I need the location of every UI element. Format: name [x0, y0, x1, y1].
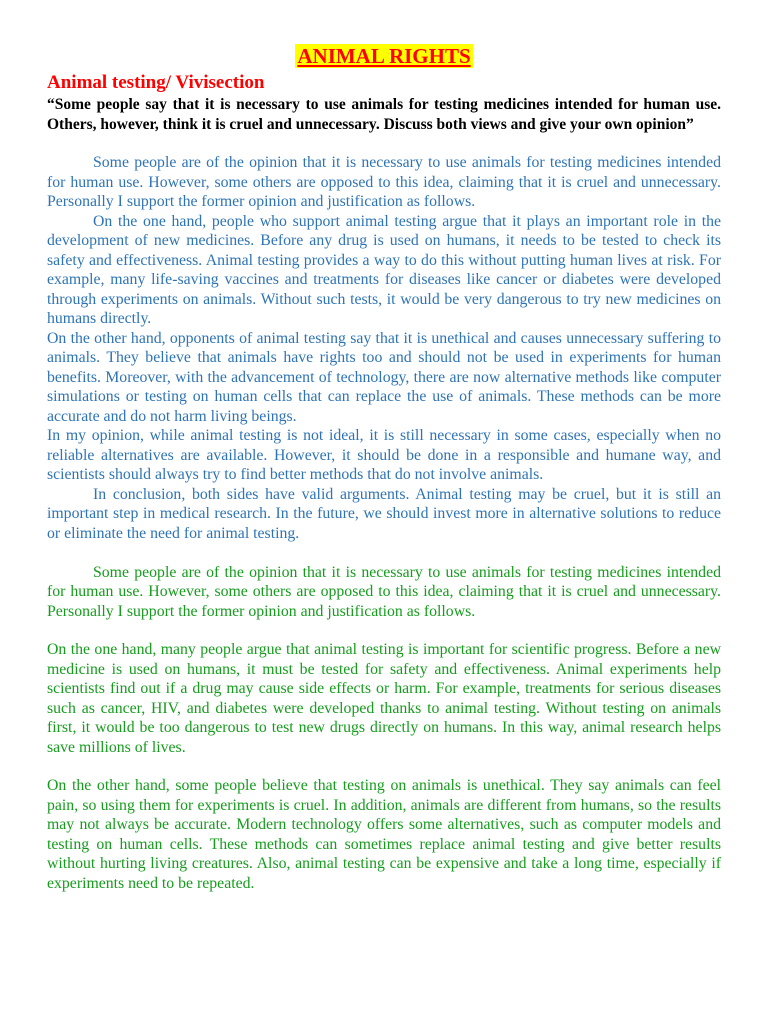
section-subtitle: Animal testing/ Vivisection	[47, 72, 265, 93]
essay-one-paragraph-intro: Some people are of the opinion that it is necessary to use animals for testing medicines intended for human use. However, some others are opposed to this idea, claiming that it is cruel and unnecessary. Personally I support the former opinion and justification as follows.	[47, 154, 721, 210]
essay-two	[47, 563, 721, 894]
essay-prompt: “Some people say that it is necessary to use animals for testing medicines intended for human use. Others, however, think it is cruel and unnecessary. Discuss both views and give your own opinion”	[47, 96, 721, 133]
essay-two-paragraph-support: On the one hand, many people argue that animal testing is important for scientific progress. Before a new medicine is used on humans, it must be tested for safety and effectiveness. Animal experiments help scientists find out if a drug may cause side effects or harm. For example, treatments for serious diseases such as cancer, HIV, and diabetes were developed thanks to animal testing. Without testing on animals first, it would be too dangerous to test new drugs directly on humans. In this way, animal research helps save millions of lives.	[47, 641, 721, 756]
title-wrapper	[47, 44, 721, 74]
essay-two-paragraph-intro: Some people are of the opinion that it is necessary to use animals for testing medicines intended for human use. However, some others are opposed to this idea, claiming that it is cruel and unnecessary. Personally I support the former opinion and justification as follows.	[47, 563, 721, 620]
essay-one	[47, 153, 721, 543]
essay-one-paragraph-opinion: In my opinion, while animal testing is not ideal, it is still necessary in some cases, especially when no reliable alternatives are available. However, it should be done in a responsible and humane way, and scientists should always try to find better methods that do not involve animals.	[47, 427, 721, 483]
essay-one-paragraph-conclusion: In conclusion, both sides have valid arguments. Animal testing may be cruel, but it is still an important step in medical research. In the future, we should invest more in alternative solutions to reduce or eliminate the need for animal testing.	[47, 485, 721, 542]
essay-one-paragraph-oppose: On the other hand, opponents of animal testing say that it is unethical and causes unnecessary suffering to animals. They believe that animals have rights too and should not be used in experiments for human benefits. Moreover, with the advancement of technology, there are now alternative methods like computer simulations or testing on human cells that can replace the use of animals. These methods can be more accurate and do not harm living beings.	[47, 329, 721, 425]
essay-two-paragraph-oppose: On the other hand, some people believe that testing on animals is unethical. They say animals can feel pain, so using them for experiments is cruel. In addition, animals are different from humans, so the results may not always be accurate. Modern technology offers some alternatives, such as computer models and testing on human cells. These methods can sometimes replace animal testing and give better results without hurting living creatures. Also, animal testing can be expensive and take a long time, especially if experiments need to be repeated.	[47, 777, 721, 892]
page-title: ANIMAL RIGHTS	[297, 44, 471, 68]
essay-one-paragraph-support: On the one hand, people who support animal testing argue that it plays an important role in the development of new medicines. Before any drug is used on humans, it needs to be tested to check its safety and effectiveness. Animal testing provides a way to do this without putting human lives at risk. For example, many life-saving vaccines and treatments for diseases like cancer or diabetes were developed through experiments on animals. Without such tests, it would be very dangerous to try new medicines on humans directly.	[47, 212, 721, 327]
